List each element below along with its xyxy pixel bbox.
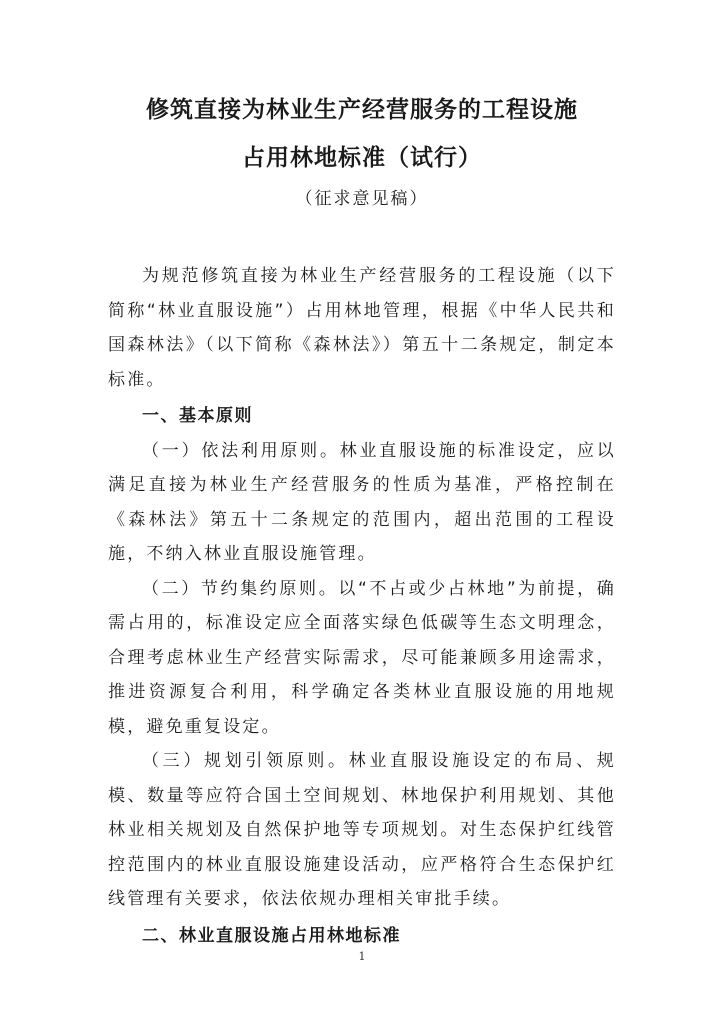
principle-paragraph-2: （二）节约集约原则。以“不占或少占林地”为前提，确需占用的，标准设定应全面落实绿色低碳等生态文明理念，合理考虑林业生产经营实际需求，尽可能兼顾多用途需求，推进资源复合利用，科学确定各类林业直服设施的用地规模，避免重复设定。 bbox=[108, 578, 616, 737]
document-title-line-2: 占用林地标准（试行） bbox=[242, 144, 482, 171]
principle-paragraph-1: （一）依法利用原则。林业直服设施的标准设定，应以满足直接为林业生产经营服务的性质为基准，严格控制在《森林法》第五十二条规定的范围内，超出范围的工程设施，不纳入林业直服设施管理。 bbox=[108, 440, 616, 564]
intro-paragraph: 为规范修筑直接为林业生产经营服务的工程设施（以下简称“林业直服设施”）占用林地管理，根据《中华人民共和国森林法》（以下简称《森林法》）第五十二条规定，制定本标准。 bbox=[108, 266, 616, 390]
section-heading-basic-principles: 一、基本原则 bbox=[142, 406, 253, 426]
section-heading-land-standards: 二、林业直服设施占用林地标准 bbox=[142, 925, 401, 946]
principle-paragraph-3: （三）规划引领原则。林业直服设施设定的布局、规模、数量等应符合国土空间规划、林地保护利用规划、其他林业相关规划及自然保护地等专项规划。对生态保护红线管控范围内的林业直服设施建设活动，应严格符合生态保护红线管理有关要求，依法依规办理相关审批手续。 bbox=[108, 751, 616, 909]
document-body bbox=[108, 259, 616, 953]
page-number: 1 bbox=[358, 950, 366, 963]
document-title-line-1: 修筑直接为林业生产经营服务的工程设施 bbox=[146, 96, 578, 123]
document-subtitle: （征求意见稿） bbox=[295, 189, 429, 209]
